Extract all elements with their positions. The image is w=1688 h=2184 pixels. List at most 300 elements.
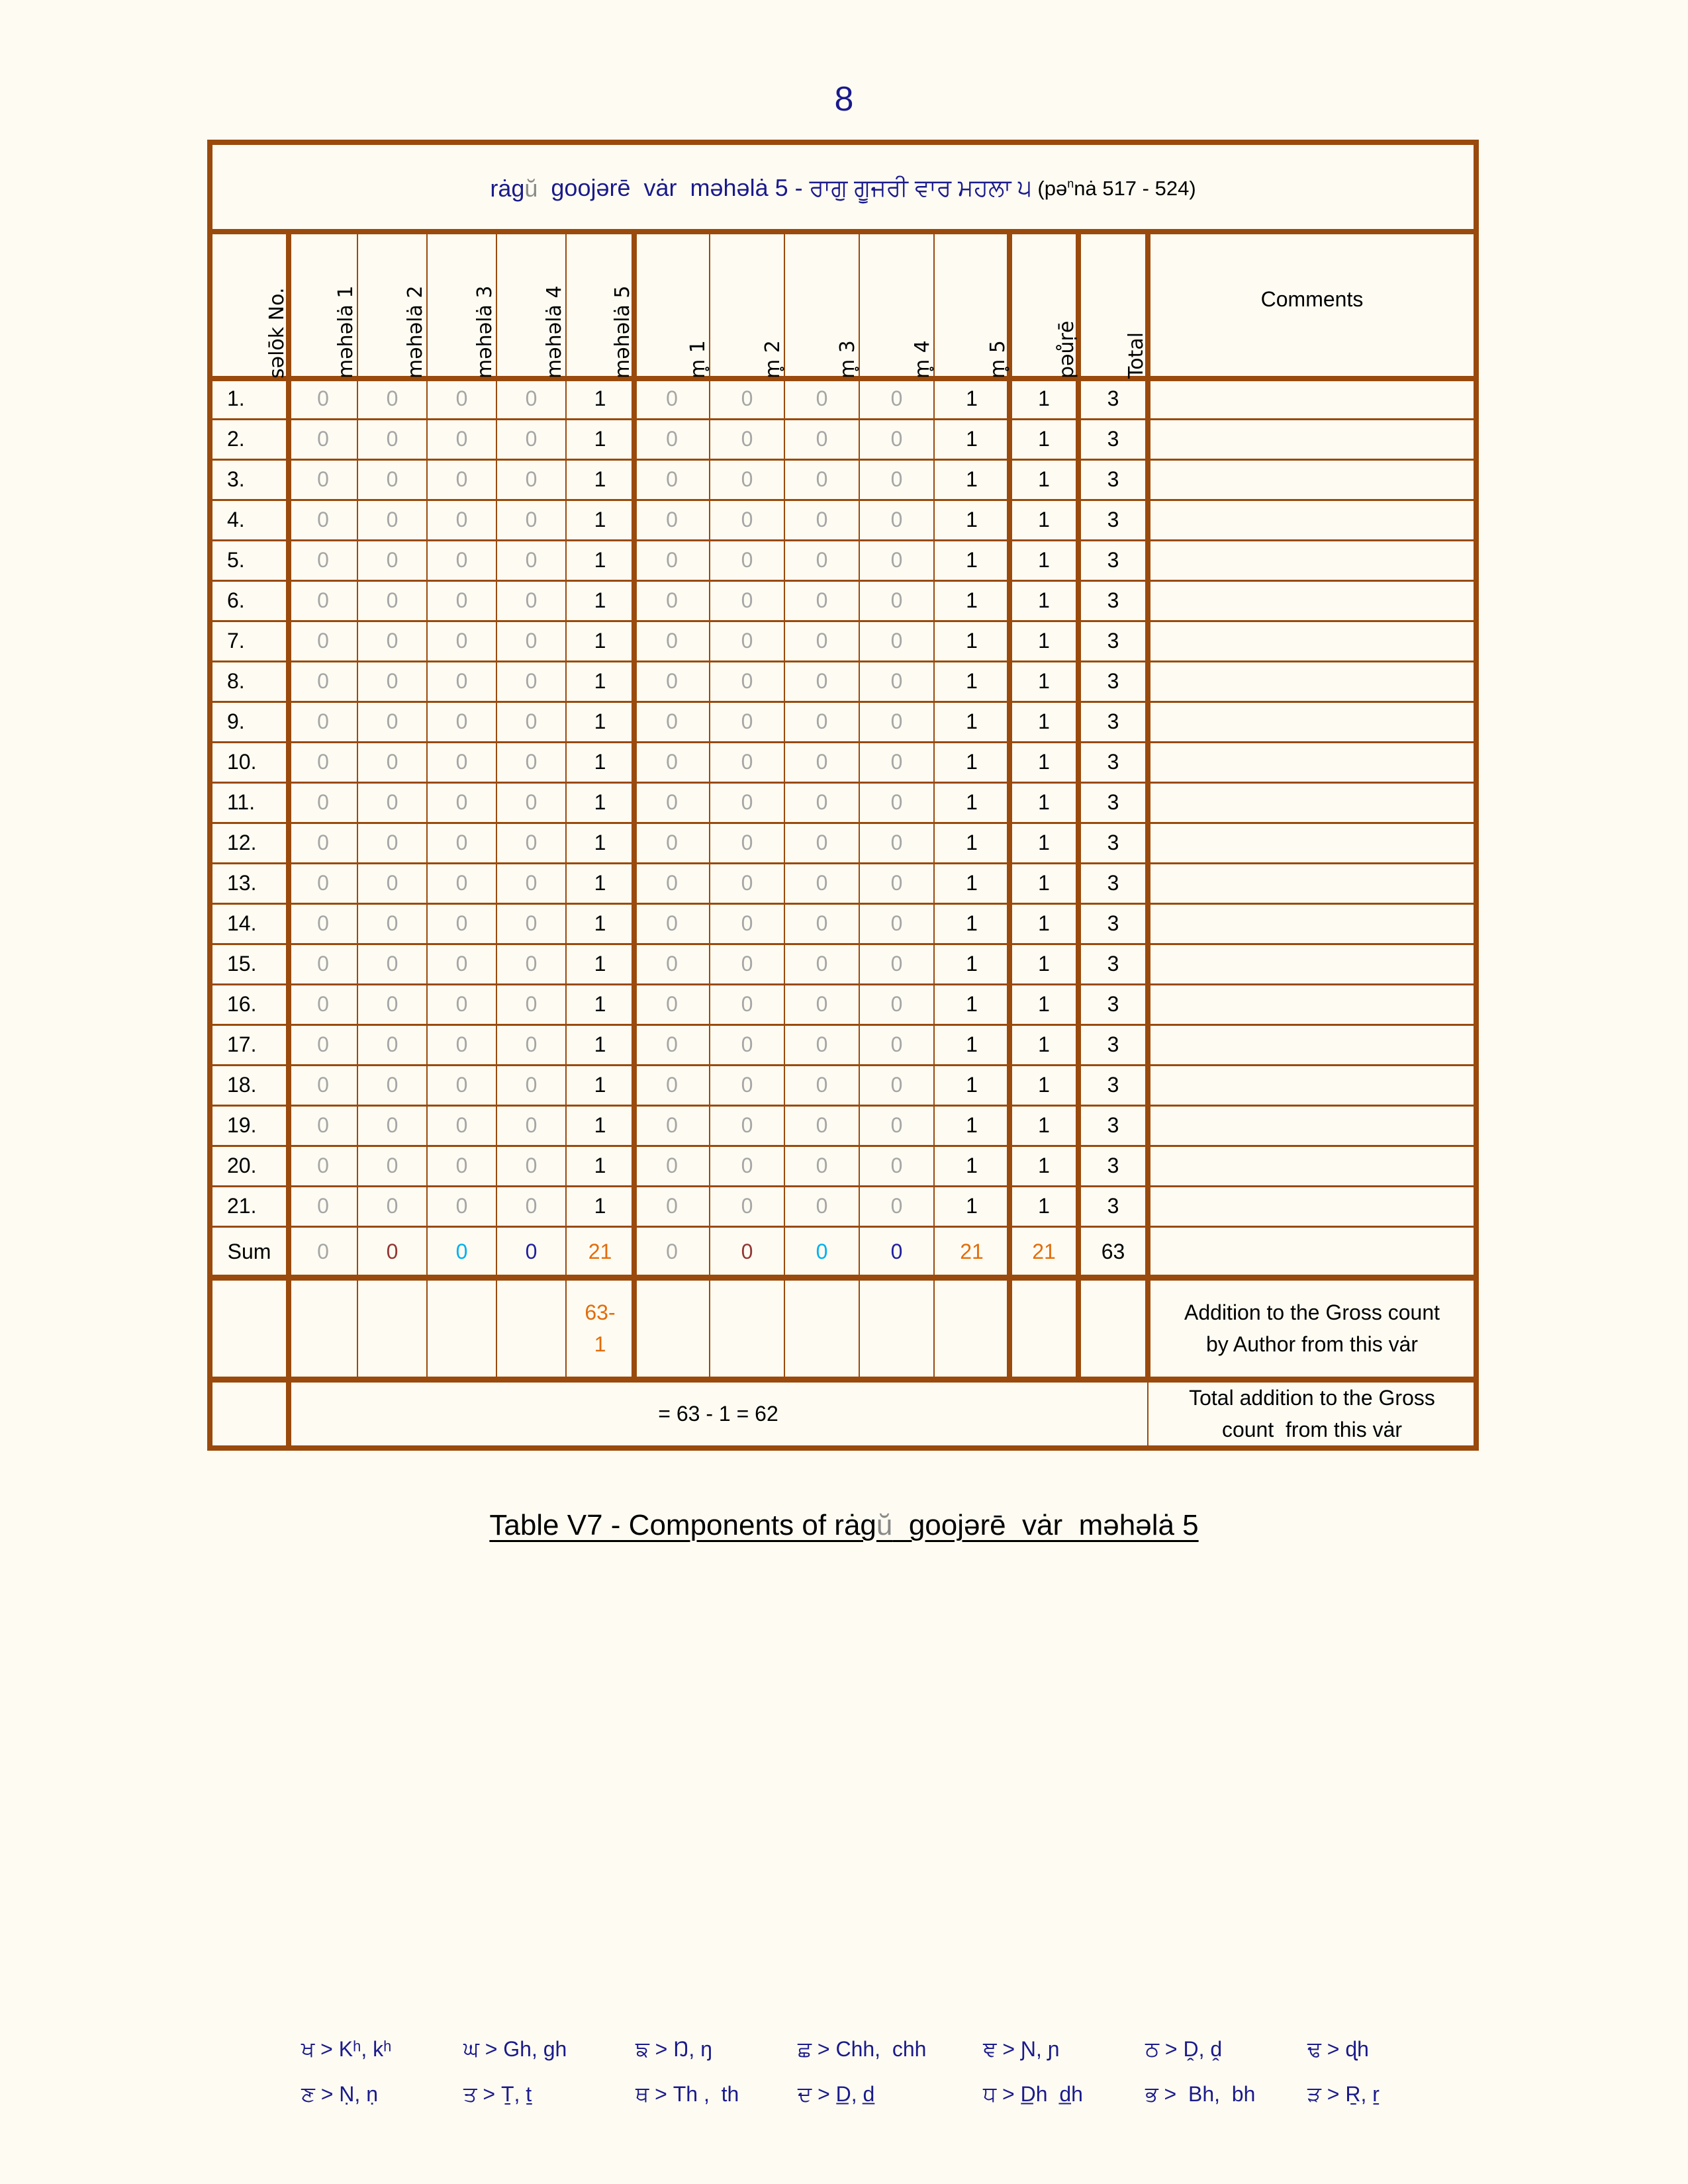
cell-value: 3 <box>1107 952 1119 976</box>
cell-value: 0 <box>741 992 753 1016</box>
cell-value: 0 <box>741 467 753 491</box>
cell-value: 1 <box>1038 588 1050 612</box>
cell-value: 1 <box>594 871 606 895</box>
pages-prefix: (pə <box>1031 176 1068 200</box>
total-formula: = 63 - 1 = 62 <box>658 1402 778 1426</box>
cell-value: 0 <box>455 790 468 814</box>
cell-value: 0 <box>386 952 399 976</box>
cell-value: 0 <box>816 1073 828 1097</box>
cell-value: 3 <box>1107 548 1119 572</box>
cell-value: 0 <box>816 992 828 1016</box>
row-label: 8. <box>227 669 245 693</box>
cell-value: 0 <box>525 1032 538 1056</box>
cell-value: 0 <box>386 508 399 531</box>
cell-value: 0 <box>816 467 828 491</box>
title-rest: goojərē vȧr məhəlȧ 5 - ਰਾਗੁ ਗੂਜਰੀ ਵਾਰ ਮਹਲਾ ੫ <box>538 174 1032 201</box>
cell-value: 0 <box>317 1032 329 1056</box>
header-m-1: m̥ 1 <box>686 340 710 379</box>
sum-value: 0 <box>525 1240 538 1263</box>
cell-value: 0 <box>386 629 399 653</box>
addition-line-1: 63- <box>585 1300 616 1324</box>
cell-value: 1 <box>966 1113 978 1137</box>
row-label: 4. <box>227 508 245 531</box>
transliteration-entry: ਥ > Th , th <box>635 2082 739 2106</box>
cell-value: 0 <box>525 709 538 733</box>
cell-value: 3 <box>1107 588 1119 612</box>
cell-value: 0 <box>317 1194 329 1218</box>
cell-value: 0 <box>386 548 399 572</box>
cell-value: 1 <box>594 588 606 612</box>
sum-value: 0 <box>666 1240 678 1263</box>
header-comments: Comments <box>1260 287 1364 311</box>
cell-value: 1 <box>1038 992 1050 1016</box>
cell-value: 0 <box>816 427 828 451</box>
cell-value: 0 <box>386 992 399 1016</box>
cell-value: 0 <box>666 1113 678 1137</box>
cell-value: 1 <box>966 588 978 612</box>
cell-value: 0 <box>317 952 329 976</box>
cell-value: 0 <box>741 1154 753 1177</box>
cell-value: 3 <box>1107 790 1119 814</box>
cell-value: 0 <box>455 588 468 612</box>
cell-value: 1 <box>1038 548 1050 572</box>
total-comment <box>1148 1379 1476 1448</box>
cell-value: 0 <box>455 1073 468 1097</box>
cell-value: 1 <box>594 709 606 733</box>
cell-value: 1 <box>594 831 606 854</box>
cell-value: 0 <box>317 387 329 410</box>
cell-value: 0 <box>890 588 903 612</box>
row-comment <box>1148 459 1476 500</box>
cell-value: 0 <box>455 427 468 451</box>
cell-value: 0 <box>386 387 399 410</box>
cell-value: 0 <box>386 669 399 693</box>
sum-value: 21 <box>1032 1240 1056 1263</box>
cell-value: 0 <box>317 629 329 653</box>
cell-value: 0 <box>741 387 753 410</box>
cell-value: 0 <box>890 1113 903 1137</box>
cell-value: 1 <box>594 669 606 693</box>
cell-value: 0 <box>317 709 329 733</box>
cell-value: 0 <box>525 1113 538 1137</box>
cell-value: 1 <box>1038 427 1050 451</box>
cell-value: 0 <box>816 790 828 814</box>
cell-value: 0 <box>666 750 678 774</box>
transliteration-entry: ਙ > Ŋ, ŋ <box>635 2037 712 2061</box>
cell-value: 1 <box>966 952 978 976</box>
cell-value: 0 <box>741 1113 753 1137</box>
cell-value: 0 <box>525 588 538 612</box>
cell-value: 0 <box>525 387 538 410</box>
cell-value: 0 <box>666 831 678 854</box>
addition-comment <box>1148 1277 1476 1379</box>
cell-value: 0 <box>317 871 329 895</box>
cell-value: 1 <box>594 548 606 572</box>
cell-value: 0 <box>890 508 903 531</box>
cell-value: 3 <box>1107 1113 1119 1137</box>
cell-value: 0 <box>666 952 678 976</box>
cell-value: 0 <box>525 1073 538 1097</box>
title-pages <box>1032 177 1196 201</box>
cell-value: 0 <box>816 750 828 774</box>
cell-value: 1 <box>594 387 606 410</box>
cell-value: 0 <box>317 1113 329 1137</box>
addition-line-2: 1 <box>594 1332 606 1356</box>
cell-value: 0 <box>525 911 538 935</box>
cell-value: 0 <box>666 1194 678 1218</box>
cell-value: 0 <box>317 992 329 1016</box>
cell-value: 0 <box>666 1154 678 1177</box>
cell-value: 0 <box>455 1194 468 1218</box>
cell-value: 0 <box>816 871 828 895</box>
cell-value: 1 <box>594 629 606 653</box>
cell-value: 1 <box>966 871 978 895</box>
transliteration-entry: ਠ > Ḓ, ḓ <box>1145 2037 1223 2061</box>
cell-value: 1 <box>1038 508 1050 531</box>
row-label: 14. <box>227 911 257 935</box>
cell-value: 0 <box>386 831 399 854</box>
cell-value: 0 <box>666 790 678 814</box>
cell-value: 0 <box>816 629 828 653</box>
row-label: 5. <box>227 548 245 572</box>
cell-value: 0 <box>386 790 399 814</box>
cell-value: 1 <box>1038 911 1050 935</box>
cell-value: 3 <box>1107 1154 1119 1177</box>
cell-value: 0 <box>890 467 903 491</box>
cell-value: 0 <box>455 508 468 531</box>
cell-value: 1 <box>594 1154 606 1177</box>
cell-value: 0 <box>317 467 329 491</box>
cell-value: 1 <box>594 508 606 531</box>
sum-value: 21 <box>960 1240 984 1263</box>
cell-value: 1 <box>966 629 978 653</box>
cell-value: 1 <box>966 1073 978 1097</box>
cell-value: 0 <box>386 427 399 451</box>
header-m-5: m̥ 5 <box>986 340 1009 379</box>
sum-value: 0 <box>816 1240 828 1263</box>
transliteration-entry: ਞ > Ɲ, ɲ <box>983 2037 1060 2061</box>
cell-value: 0 <box>741 750 753 774</box>
cell-value: 0 <box>890 709 903 733</box>
cell-value: 0 <box>525 548 538 572</box>
cell-value: 0 <box>455 387 468 410</box>
cell-value: 1 <box>966 1194 978 1218</box>
cell-value: 0 <box>386 911 399 935</box>
cell-value: 0 <box>816 952 828 976</box>
row-comment <box>1148 823 1476 863</box>
cell-value: 0 <box>386 467 399 491</box>
cell-value: 0 <box>741 831 753 854</box>
cell-value: 0 <box>455 629 468 653</box>
cell-value: 0 <box>666 588 678 612</box>
row-label: 9. <box>227 709 245 733</box>
caption-rest: goojərē vȧr məhəlȧ 5 <box>892 1509 1199 1541</box>
cell-value: 0 <box>317 750 329 774</box>
row-comment <box>1148 1024 1476 1065</box>
cell-value: 0 <box>890 1154 903 1177</box>
cell-value: 0 <box>317 790 329 814</box>
cell-value: 0 <box>741 871 753 895</box>
cell-value: 0 <box>386 750 399 774</box>
row-label: 20. <box>227 1154 257 1177</box>
header-total: Total <box>1125 332 1148 379</box>
cell-value: 0 <box>890 387 903 410</box>
cell-value: 0 <box>816 1113 828 1137</box>
cell-value: 0 <box>741 669 753 693</box>
cell-value: 0 <box>816 1032 828 1056</box>
total-comment-line-1: Total addition to the Gross <box>1189 1386 1435 1410</box>
row-label: 7. <box>227 629 245 653</box>
cell-value: 0 <box>816 387 828 410</box>
cell-value: 0 <box>317 831 329 854</box>
cell-value: 0 <box>890 831 903 854</box>
cell-value: 0 <box>525 629 538 653</box>
cell-value: 0 <box>741 952 753 976</box>
cell-value: 1 <box>1038 952 1050 976</box>
row-comment <box>1148 621 1476 661</box>
title-prefix: rȧg <box>490 174 525 202</box>
cell-value: 0 <box>666 629 678 653</box>
row-comment <box>1148 1186 1476 1226</box>
cell-value: 0 <box>890 992 903 1016</box>
cell-value: 0 <box>890 669 903 693</box>
cell-value: 0 <box>455 467 468 491</box>
header-m-2: m̥ 2 <box>761 340 784 379</box>
row-label: 2. <box>227 427 245 451</box>
cell-value: 1 <box>594 952 606 976</box>
cell-value: 1 <box>966 669 978 693</box>
addition-comment-line-1: Addition to the Gross count <box>1184 1300 1440 1324</box>
table-top-border <box>207 140 1479 145</box>
cell-value: 0 <box>386 1194 399 1218</box>
cell-value: 0 <box>455 709 468 733</box>
cell-value: 0 <box>386 1032 399 1056</box>
cell-value: 1 <box>966 790 978 814</box>
sum-value: 21 <box>588 1240 612 1263</box>
header-mahala-3: məhəlȧ 3 <box>473 285 496 379</box>
row-label: 17. <box>227 1032 257 1056</box>
cell-value: 0 <box>890 629 903 653</box>
cell-value: 1 <box>594 1073 606 1097</box>
header-mahala-4: məhəlȧ 4 <box>543 285 566 379</box>
pages-rest: nȧ 517 - 524) <box>1074 176 1196 200</box>
row-label: 19. <box>227 1113 257 1137</box>
cell-value: 0 <box>816 831 828 854</box>
cell-value: 0 <box>525 750 538 774</box>
cell-value: 1 <box>966 911 978 935</box>
cell-value: 0 <box>816 911 828 935</box>
transliteration-entry: ਤ > Ṯ, ṯ <box>463 2082 532 2106</box>
cell-value: 1 <box>1038 1113 1050 1137</box>
cell-value: 1 <box>1038 709 1050 733</box>
cell-value: 3 <box>1107 709 1119 733</box>
transliteration-entry: ਧ > D̲h d̲h <box>983 2082 1083 2106</box>
cell-value: 1 <box>1038 750 1050 774</box>
cell-value: 0 <box>386 1154 399 1177</box>
cell-value: 0 <box>455 911 468 935</box>
transliteration-entry: ਭ > Bh, bh <box>1145 2082 1256 2106</box>
addition-comment-line-2: by Author from this vȧr <box>1205 1332 1419 1356</box>
header-m-4: m̥ 4 <box>911 340 934 379</box>
header-salok-no: səlōk No. <box>265 287 289 379</box>
cell-value: 0 <box>525 871 538 895</box>
row-label: 16. <box>227 992 257 1016</box>
row-comment <box>1148 661 1476 702</box>
sum-label: Sum <box>227 1240 271 1263</box>
cell-value: 0 <box>816 709 828 733</box>
cell-value: 0 <box>890 952 903 976</box>
cell-value: 1 <box>1038 467 1050 491</box>
transliteration-entry: ਖ > Kʰ, kʰ <box>301 2037 392 2061</box>
cell-value: 0 <box>741 548 753 572</box>
cell-value: 1 <box>966 467 978 491</box>
cell-value: 1 <box>966 387 978 410</box>
cell-value: 0 <box>455 669 468 693</box>
cell-value: 0 <box>816 508 828 531</box>
cell-value: 1 <box>966 548 978 572</box>
cell-value: 0 <box>455 1154 468 1177</box>
cell-value: 0 <box>525 790 538 814</box>
addition-mahala5 <box>566 1277 634 1379</box>
cell-value: 3 <box>1107 387 1119 410</box>
cell-value: 0 <box>816 1154 828 1177</box>
cell-value: 1 <box>1038 831 1050 854</box>
cell-value: 3 <box>1107 1032 1119 1056</box>
row-label: 11. <box>227 790 256 814</box>
cell-value: 0 <box>455 952 468 976</box>
cell-value: 1 <box>1038 1073 1050 1097</box>
cell-value: 0 <box>816 548 828 572</box>
cell-value: 1 <box>966 1154 978 1177</box>
row-comment <box>1148 984 1476 1024</box>
table-caption <box>0 1509 1688 1542</box>
cell-value: 0 <box>741 1032 753 1056</box>
cell-value: 0 <box>890 911 903 935</box>
row-comment <box>1148 540 1476 580</box>
row-comment <box>1148 500 1476 540</box>
sum-value: 63 <box>1101 1240 1125 1263</box>
cell-value: 0 <box>816 669 828 693</box>
cell-value: 0 <box>525 1154 538 1177</box>
cell-value: 0 <box>666 467 678 491</box>
cell-value: 0 <box>890 548 903 572</box>
transliteration-entry: ਛ > Chh, chh <box>798 2037 927 2061</box>
cell-value: 0 <box>386 709 399 733</box>
cell-value: 0 <box>666 427 678 451</box>
cell-value: 3 <box>1107 508 1119 531</box>
cell-value: 3 <box>1107 1073 1119 1097</box>
cell-value: 0 <box>816 1194 828 1218</box>
pages-sup: n <box>1067 177 1074 191</box>
cell-value: 0 <box>666 548 678 572</box>
cell-value: 0 <box>666 1073 678 1097</box>
cell-value: 0 <box>741 588 753 612</box>
cell-value: 1 <box>594 427 606 451</box>
cell-value: 0 <box>386 1073 399 1097</box>
caption-gray-letter: ŭ <box>876 1509 893 1541</box>
cell-value: 0 <box>666 709 678 733</box>
cell-value: 1 <box>966 992 978 1016</box>
row-comment <box>1148 1146 1476 1186</box>
header-m-3: m̥ 3 <box>836 340 859 379</box>
cell-value: 0 <box>386 871 399 895</box>
cell-value: 1 <box>966 1032 978 1056</box>
cell-value: 0 <box>890 750 903 774</box>
row-label: 10. <box>227 750 257 774</box>
cell-value: 0 <box>525 952 538 976</box>
cell-value: 3 <box>1107 427 1119 451</box>
cell-value: 0 <box>666 992 678 1016</box>
row-label: 15. <box>227 952 257 976</box>
row-comment <box>1148 782 1476 823</box>
cell-value: 1 <box>966 831 978 854</box>
row-comment <box>1148 1065 1476 1105</box>
header-mahala-5: məhəlȧ 5 <box>611 285 634 379</box>
cell-value: 0 <box>666 871 678 895</box>
cell-value: 3 <box>1107 871 1119 895</box>
cell-value: 0 <box>741 427 753 451</box>
row-label: 1. <box>227 387 245 410</box>
cell-value: 1 <box>594 790 606 814</box>
cell-value: 3 <box>1107 992 1119 1016</box>
row-label: 21. <box>227 1194 257 1218</box>
cell-value: 0 <box>666 669 678 693</box>
cell-value: 0 <box>525 669 538 693</box>
row-comment <box>1148 419 1476 459</box>
page-number: 8 <box>834 80 854 118</box>
sum-value: 0 <box>741 1240 753 1263</box>
cell-value: 0 <box>317 427 329 451</box>
row-label: 3. <box>227 467 245 491</box>
title-gray-letter: ŭ <box>524 174 538 202</box>
header-mahala-2: məhəlȧ 2 <box>404 285 427 379</box>
transliteration-entry: ੜ > Ṟ, ṟ <box>1307 2082 1380 2106</box>
cell-value: 0 <box>525 467 538 491</box>
row-comment <box>1148 863 1476 903</box>
cell-value: 1 <box>594 467 606 491</box>
cell-value: 0 <box>317 669 329 693</box>
cell-value: 3 <box>1107 669 1119 693</box>
cell-value: 1 <box>966 750 978 774</box>
row-label: 12. <box>227 831 257 854</box>
cell-value: 0 <box>741 709 753 733</box>
cell-value: 1 <box>1038 871 1050 895</box>
cell-value: 0 <box>525 992 538 1016</box>
cell-value: 0 <box>455 831 468 854</box>
cell-value: 0 <box>455 992 468 1016</box>
sum-value: 0 <box>890 1240 903 1263</box>
cell-value: 0 <box>890 427 903 451</box>
cell-value: 0 <box>317 1154 329 1177</box>
cell-value: 1 <box>1038 1032 1050 1056</box>
row-comment <box>1148 702 1476 742</box>
cell-value: 0 <box>525 508 538 531</box>
cell-value: 3 <box>1107 831 1119 854</box>
sum-value: 0 <box>455 1240 468 1263</box>
cell-value: 0 <box>525 1194 538 1218</box>
transliteration-entry: ਦ > D̲, d̲ <box>798 2082 875 2106</box>
row-label: 18. <box>227 1073 257 1097</box>
row-comment <box>1148 742 1476 782</box>
cell-value: 1 <box>1038 629 1050 653</box>
row-comment <box>1148 944 1476 984</box>
cell-value: 0 <box>386 1113 399 1137</box>
cell-value: 3 <box>1107 1194 1119 1218</box>
cell-value: 0 <box>317 548 329 572</box>
cell-value: 0 <box>317 1073 329 1097</box>
row-comment <box>1148 580 1476 621</box>
cell-value: 0 <box>455 750 468 774</box>
